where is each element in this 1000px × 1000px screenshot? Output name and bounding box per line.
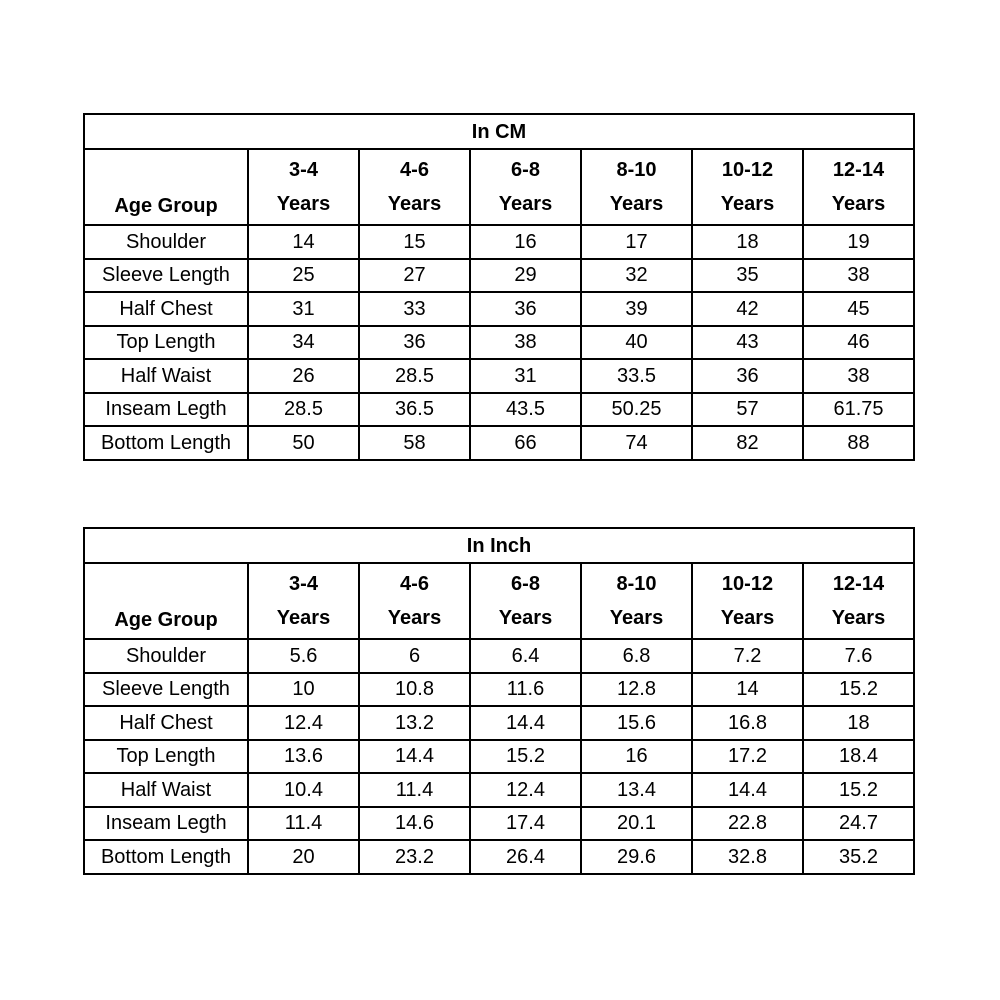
age-range-label: 10-12 xyxy=(721,573,774,595)
measurement-value: 31 xyxy=(248,292,359,326)
measurement-value: 14.4 xyxy=(470,706,581,740)
age-unit-label: Years xyxy=(498,607,553,629)
measurement-label: Shoulder xyxy=(84,225,248,259)
measurement-value: 19 xyxy=(803,225,914,259)
age-unit-label: Years xyxy=(276,193,331,215)
measurement-label: Top Length xyxy=(84,326,248,360)
column-header xyxy=(470,563,581,639)
age-unit-label: Years xyxy=(831,193,886,215)
column-header xyxy=(803,563,914,639)
measurement-value: 34 xyxy=(248,326,359,360)
measurement-label: Shoulder xyxy=(84,639,248,673)
age-range-label: 6-8 xyxy=(511,159,540,181)
measurement-value: 14.6 xyxy=(359,807,470,841)
measurement-label: Bottom Length xyxy=(84,426,248,460)
table-row xyxy=(84,840,914,874)
table-row xyxy=(84,807,914,841)
measurement-value: 36.5 xyxy=(359,393,470,427)
measurement-value: 32 xyxy=(581,259,692,293)
measurement-value: 13.4 xyxy=(581,773,692,807)
measurement-value: 50 xyxy=(248,426,359,460)
measurement-value: 42 xyxy=(692,292,803,326)
measurement-value: 32.8 xyxy=(692,840,803,874)
measurement-value: 38 xyxy=(470,326,581,360)
age-range-label: 3-4 xyxy=(289,573,318,595)
measurement-value: 45 xyxy=(803,292,914,326)
age-group-header: Age Group xyxy=(84,149,248,225)
measurement-value: 27 xyxy=(359,259,470,293)
measurement-value: 24.7 xyxy=(803,807,914,841)
age-range-label: 8-10 xyxy=(616,159,657,181)
measurement-value: 14 xyxy=(248,225,359,259)
measurement-label: Bottom Length xyxy=(84,840,248,874)
measurement-value: 26.4 xyxy=(470,840,581,874)
table-row xyxy=(84,773,914,807)
measurement-value: 23.2 xyxy=(359,840,470,874)
table-row xyxy=(84,706,914,740)
measurement-label: Sleeve Length xyxy=(84,673,248,707)
age-range-label: 12-14 xyxy=(832,159,885,181)
column-header xyxy=(803,149,914,225)
column-header xyxy=(692,149,803,225)
measurement-value: 10 xyxy=(248,673,359,707)
measurement-label: Half Chest xyxy=(84,706,248,740)
table-title-row xyxy=(84,528,914,563)
measurement-value: 66 xyxy=(470,426,581,460)
measurement-value: 25 xyxy=(248,259,359,293)
measurement-label: Top Length xyxy=(84,740,248,774)
table-row xyxy=(84,292,914,326)
measurement-value: 18 xyxy=(692,225,803,259)
measurement-value: 43 xyxy=(692,326,803,360)
size-table-body xyxy=(84,114,914,460)
measurement-value: 36 xyxy=(692,359,803,393)
measurement-value: 15 xyxy=(359,225,470,259)
age-range-label: 4-6 xyxy=(400,573,429,595)
size-table-body xyxy=(84,528,914,874)
measurement-label: Inseam Legth xyxy=(84,807,248,841)
measurement-value: 28.5 xyxy=(359,359,470,393)
measurement-value: 5.6 xyxy=(248,639,359,673)
table-row xyxy=(84,225,914,259)
measurement-value: 29.6 xyxy=(581,840,692,874)
column-header xyxy=(359,563,470,639)
measurement-label: Half Chest xyxy=(84,292,248,326)
measurement-value: 36 xyxy=(470,292,581,326)
measurement-value: 38 xyxy=(803,359,914,393)
age-range-label: 12-14 xyxy=(832,573,885,595)
age-range-label: 4-6 xyxy=(400,159,429,181)
measurement-label: Sleeve Length xyxy=(84,259,248,293)
age-unit-label: Years xyxy=(609,193,664,215)
age-unit-label: Years xyxy=(831,607,886,629)
size-table-cm xyxy=(83,113,915,461)
measurement-value: 74 xyxy=(581,426,692,460)
table-title: In Inch xyxy=(84,528,914,563)
measurement-value: 16 xyxy=(470,225,581,259)
measurement-value: 15.2 xyxy=(803,673,914,707)
measurement-value: 15.2 xyxy=(803,773,914,807)
age-unit-label: Years xyxy=(720,193,775,215)
measurement-value: 6 xyxy=(359,639,470,673)
age-unit-label: Years xyxy=(498,193,553,215)
measurement-value: 18 xyxy=(803,706,914,740)
table-row xyxy=(84,326,914,360)
measurement-label: Inseam Legth xyxy=(84,393,248,427)
measurement-value: 13.2 xyxy=(359,706,470,740)
measurement-value: 14.4 xyxy=(359,740,470,774)
age-range-label: 6-8 xyxy=(511,573,540,595)
measurement-value: 12.4 xyxy=(248,706,359,740)
age-range-label: 8-10 xyxy=(616,573,657,595)
measurement-value: 6.4 xyxy=(470,639,581,673)
measurement-value: 40 xyxy=(581,326,692,360)
measurement-value: 33.5 xyxy=(581,359,692,393)
measurement-value: 29 xyxy=(470,259,581,293)
measurement-value: 36 xyxy=(359,326,470,360)
measurement-value: 11.6 xyxy=(470,673,581,707)
table-title: In CM xyxy=(84,114,914,149)
measurement-value: 10.8 xyxy=(359,673,470,707)
age-unit-label: Years xyxy=(387,193,442,215)
measurement-value: 15.2 xyxy=(470,740,581,774)
measurement-value: 6.8 xyxy=(581,639,692,673)
measurement-value: 12.8 xyxy=(581,673,692,707)
age-unit-label: Years xyxy=(276,607,331,629)
table-row xyxy=(84,259,914,293)
table-row xyxy=(84,426,914,460)
measurement-value: 13.6 xyxy=(248,740,359,774)
column-header xyxy=(581,149,692,225)
table-row xyxy=(84,673,914,707)
measurement-value: 12.4 xyxy=(470,773,581,807)
column-header xyxy=(248,563,359,639)
measurement-value: 17.2 xyxy=(692,740,803,774)
table-title-row xyxy=(84,114,914,149)
measurement-value: 7.6 xyxy=(803,639,914,673)
measurement-value: 58 xyxy=(359,426,470,460)
measurement-value: 20 xyxy=(248,840,359,874)
column-header xyxy=(581,563,692,639)
table-header-row xyxy=(84,563,914,639)
table-row xyxy=(84,359,914,393)
age-group-header: Age Group xyxy=(84,563,248,639)
measurement-value: 39 xyxy=(581,292,692,326)
measurement-value: 38 xyxy=(803,259,914,293)
measurement-value: 7.2 xyxy=(692,639,803,673)
table-header-row xyxy=(84,149,914,225)
age-unit-label: Years xyxy=(609,607,664,629)
column-header xyxy=(248,149,359,225)
table-row xyxy=(84,740,914,774)
measurement-value: 22.8 xyxy=(692,807,803,841)
measurement-value: 15.6 xyxy=(581,706,692,740)
measurement-value: 46 xyxy=(803,326,914,360)
age-range-label: 3-4 xyxy=(289,159,318,181)
measurement-value: 28.5 xyxy=(248,393,359,427)
size-table-inch xyxy=(83,527,915,875)
measurement-value: 11.4 xyxy=(359,773,470,807)
measurement-value: 20.1 xyxy=(581,807,692,841)
measurement-value: 43.5 xyxy=(470,393,581,427)
measurement-value: 35 xyxy=(692,259,803,293)
measurement-label: Half Waist xyxy=(84,359,248,393)
measurement-value: 88 xyxy=(803,426,914,460)
column-header xyxy=(470,149,581,225)
measurement-value: 18.4 xyxy=(803,740,914,774)
measurement-value: 11.4 xyxy=(248,807,359,841)
table-row xyxy=(84,639,914,673)
table-row xyxy=(84,393,914,427)
measurement-value: 10.4 xyxy=(248,773,359,807)
measurement-value: 31 xyxy=(470,359,581,393)
age-unit-label: Years xyxy=(720,607,775,629)
measurement-value: 17 xyxy=(581,225,692,259)
measurement-value: 16.8 xyxy=(692,706,803,740)
measurement-value: 35.2 xyxy=(803,840,914,874)
measurement-value: 14 xyxy=(692,673,803,707)
measurement-value: 16 xyxy=(581,740,692,774)
column-header xyxy=(359,149,470,225)
column-header xyxy=(692,563,803,639)
measurement-value: 57 xyxy=(692,393,803,427)
measurement-label: Half Waist xyxy=(84,773,248,807)
age-range-label: 10-12 xyxy=(721,159,774,181)
measurement-value: 82 xyxy=(692,426,803,460)
measurement-value: 33 xyxy=(359,292,470,326)
measurement-value: 14.4 xyxy=(692,773,803,807)
measurement-value: 17.4 xyxy=(470,807,581,841)
measurement-value: 50.25 xyxy=(581,393,692,427)
measurement-value: 61.75 xyxy=(803,393,914,427)
measurement-value: 26 xyxy=(248,359,359,393)
age-unit-label: Years xyxy=(387,607,442,629)
